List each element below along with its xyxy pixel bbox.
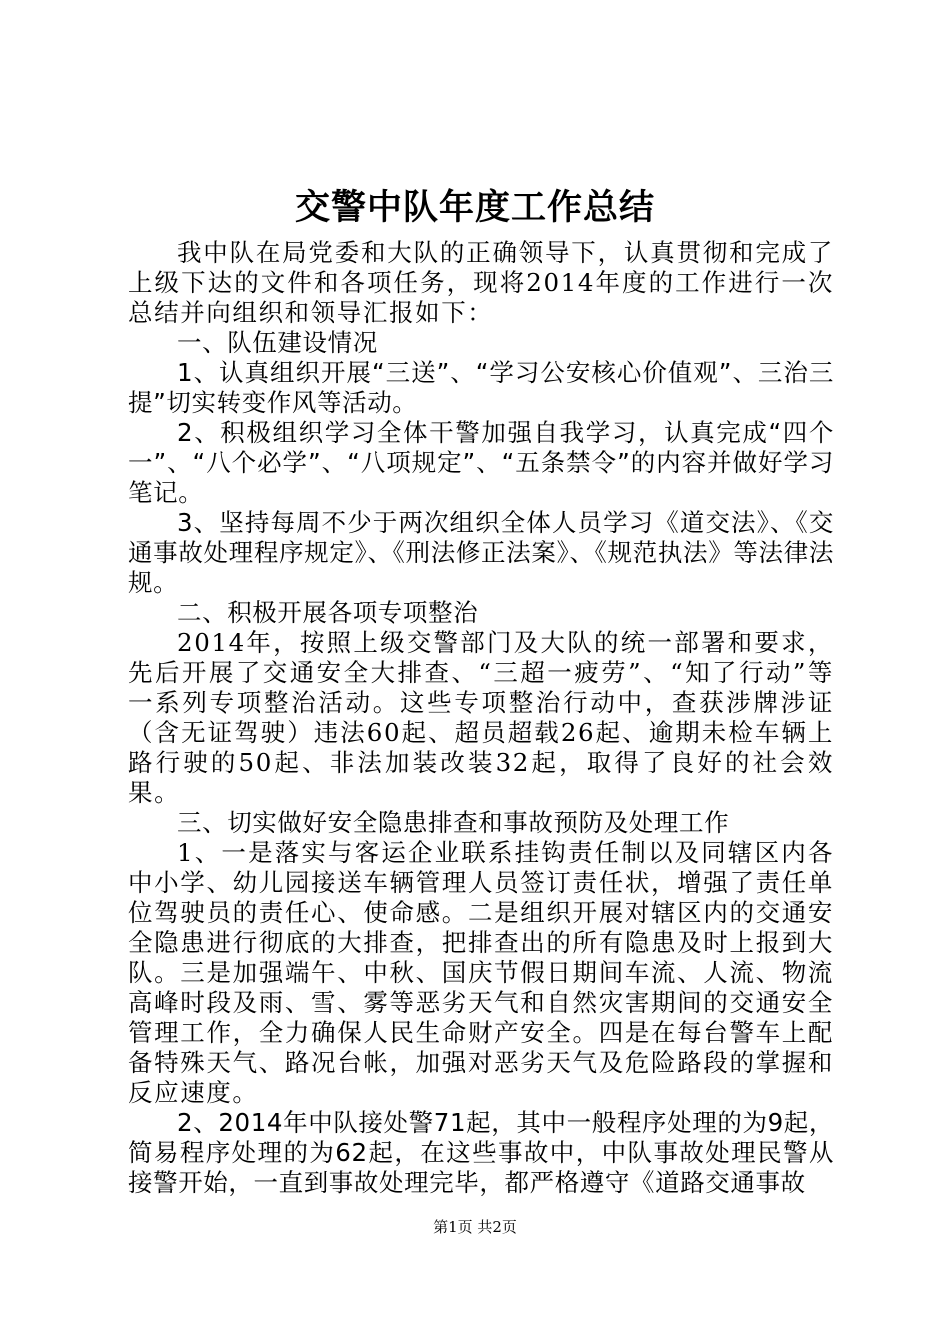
intro-paragraph: 我中队在局党委和大队的正确领导下，认真贯彻和完成了上级下达的文件和各项任务，现将2014年度的工作进行一次总结并向组织和领导汇报如下： <box>128 238 834 327</box>
safety-item-2: 2、2014年中队接处警71起，其中一般程序处理的为9起，简易程序处理的为62起，在这些事故中，中队事故处理民警从接警开始，一直到事故处理完毕，都严格遵守《道路交通事故 <box>128 1108 834 1197</box>
special-campaigns-paragraph: 2014年，按照上级交警部门及大队的统一部署和要求，先后开展了交通安全大排查、“三超一疲劳”、“知了行动”等一系列专项整治活动。这些专项整治行动中，查获涉牌涉证（含无证驾驶）违法60起、超员超载26起、逾期未检车辆上路行驶的50起、非法加装改装32起，取得了良好的社会效果。 <box>128 628 834 807</box>
document-title: 交警中队年度工作总结 <box>294 188 655 228</box>
team-item-2: 2、积极组织学习全体干警加强自我学习，认真完成“四个一”、“八个必学”、“八项规定”、“五条禁令”的内容并做好学习笔记。 <box>128 418 834 507</box>
safety-item-1: 1、一是落实与客运企业联系挂钩责任制以及同辖区内各中小学、幼儿园接送车辆管理人员签订责任状，增强了责任单位驾驶员的责任心、使命感。二是组织开展对辖区内的交通安全隐患进行彻底的大排查，把排查出的所有隐患及时上报到大队。三是加强端午、中秋、国庆节假日期间车流、人流、物流高峰时段及雨、雪、雾等恶劣天气和自然灾害期间的交通安全管理工作，全力确保人民生命财产安全。四是在每台警车上配备特殊天气、路况台帐，加强对恶劣天气及危险路段的掌握和反应速度。 <box>128 838 834 1107</box>
team-item-3: 3、坚持每周不少于两次组织全体人员学习《道交法》、《交通事故处理程序规定》、《刑法修正法案》、《规范执法》等法律法规。 <box>128 508 834 597</box>
document-body <box>128 238 834 1198</box>
page-number-footer: 第1页 共2页 <box>433 1218 517 1236</box>
team-item-1: 1、认真组织开展“三送”、“学习公安核心价值观”、三治三提”切实转变作风等活动。 <box>128 358 834 417</box>
section-heading-safety: 三、切实做好安全隐患排查和事故预防及处理工作 <box>177 808 730 837</box>
section-heading-team-building: 一、队伍建设情况 <box>177 328 378 357</box>
section-heading-special-campaigns: 二、积极开展各项专项整治 <box>177 598 479 627</box>
